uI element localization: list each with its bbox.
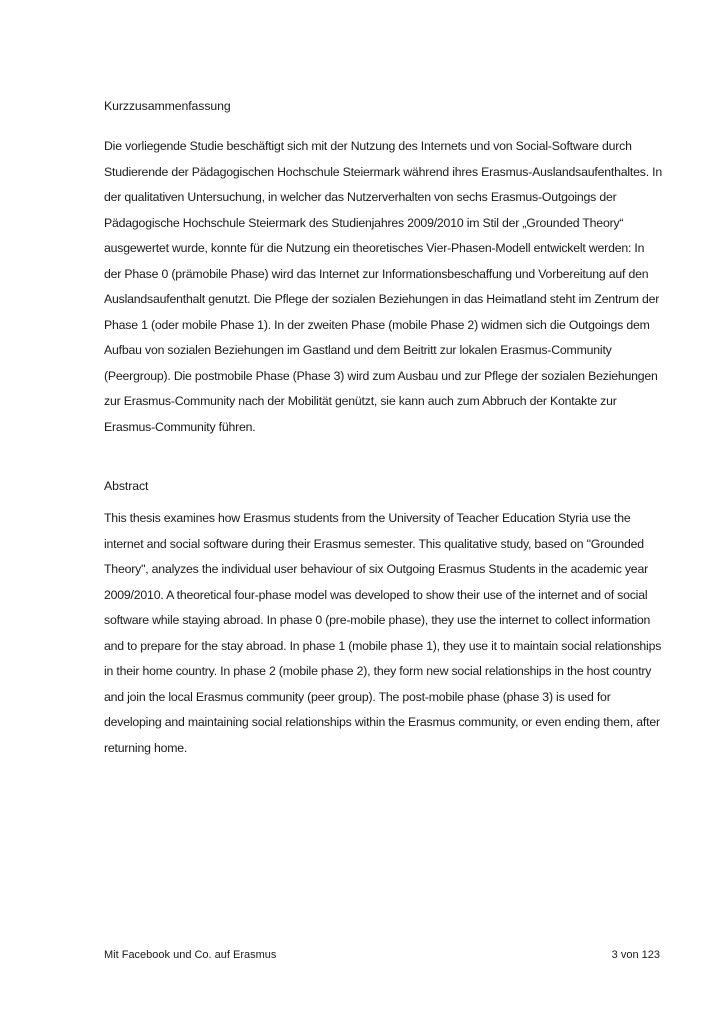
abstract-heading: Abstract [104, 479, 149, 493]
footer-page-number: 3 von 123 [611, 949, 660, 961]
abstract-paragraph: This thesis examines how Erasmus students from the University of Teacher Education Styria use the internet and social software during their Erasmus semester. This qualitative study, based on "Grounded Theory", analyzes the individual user behaviour of six Outgoing Erasmus Students in the academic year 2009/2010. A theoretical four-phase model was developed to show their use of the internet and of social software while staying abroad. In phase 0 (pre-mobile phase), they use the internet to collect information and to prepare for the stay abroad. In phase 1 (mobile phase 1), they use it to maintain social relationships in their home country. In phase 2 (mobile phase 2), they form new social relationships in the host country and join the local Erasmus community (peer group). The post-mobile phase (phase 3) is used for developing and maintaining social relationships within the Erasmus community, or even ending them, after returning home. [104, 511, 662, 755]
kurzfassung-paragraph: Die vorliegende Studie beschäftigt sich mit der Nutzung des Internets und von Social-Software durch Studierende der Pädagogischen Hochschule Steiermark während ihres Erasmus-Auslandsaufenthaltes. In der qualitativen Untersuchung, in welcher das Nutzerverhalten von sechs Erasmus-Outgoings der Pädagogische Hochschule Steiermark des Studienjahres 2009/2010 im Stil der „Grounded Theory“ ausgewertet wurde, konnte für die Nutzung ein theoretisches Vier-Phasen-Modell entwickelt werden: In der Phase 0 (prämobile Phase) wird das Internet zur Informationsbeschaffung und Vorbereitung auf den Auslandsaufenthalt genutzt. Die Pflege der sozialen Beziehungen in das Heimatland steht im Zentrum der Phase 1 (oder mobile Phase 1). In der zweiten Phase (mobile Phase 2) widmen sich die Outgoings dem Aufbau von sozialen Beziehungen im Gastland und dem Beitritt zur lokalen Erasmus-Community (Peergroup). Die postmobile Phase (Phase 3) wird zum Ausbau und zur Pflege der sozialen Beziehungen zur Erasmus-Community nach der Mobilität genützt, sie kann auch zum Abbruch der Kontakte zur Erasmus-Community führen. [104, 139, 662, 434]
footer-document-title: Mit Facebook und Co. auf Erasmus [104, 949, 277, 961]
kurzfassung-heading: Kurzzusammenfassung [104, 99, 231, 113]
